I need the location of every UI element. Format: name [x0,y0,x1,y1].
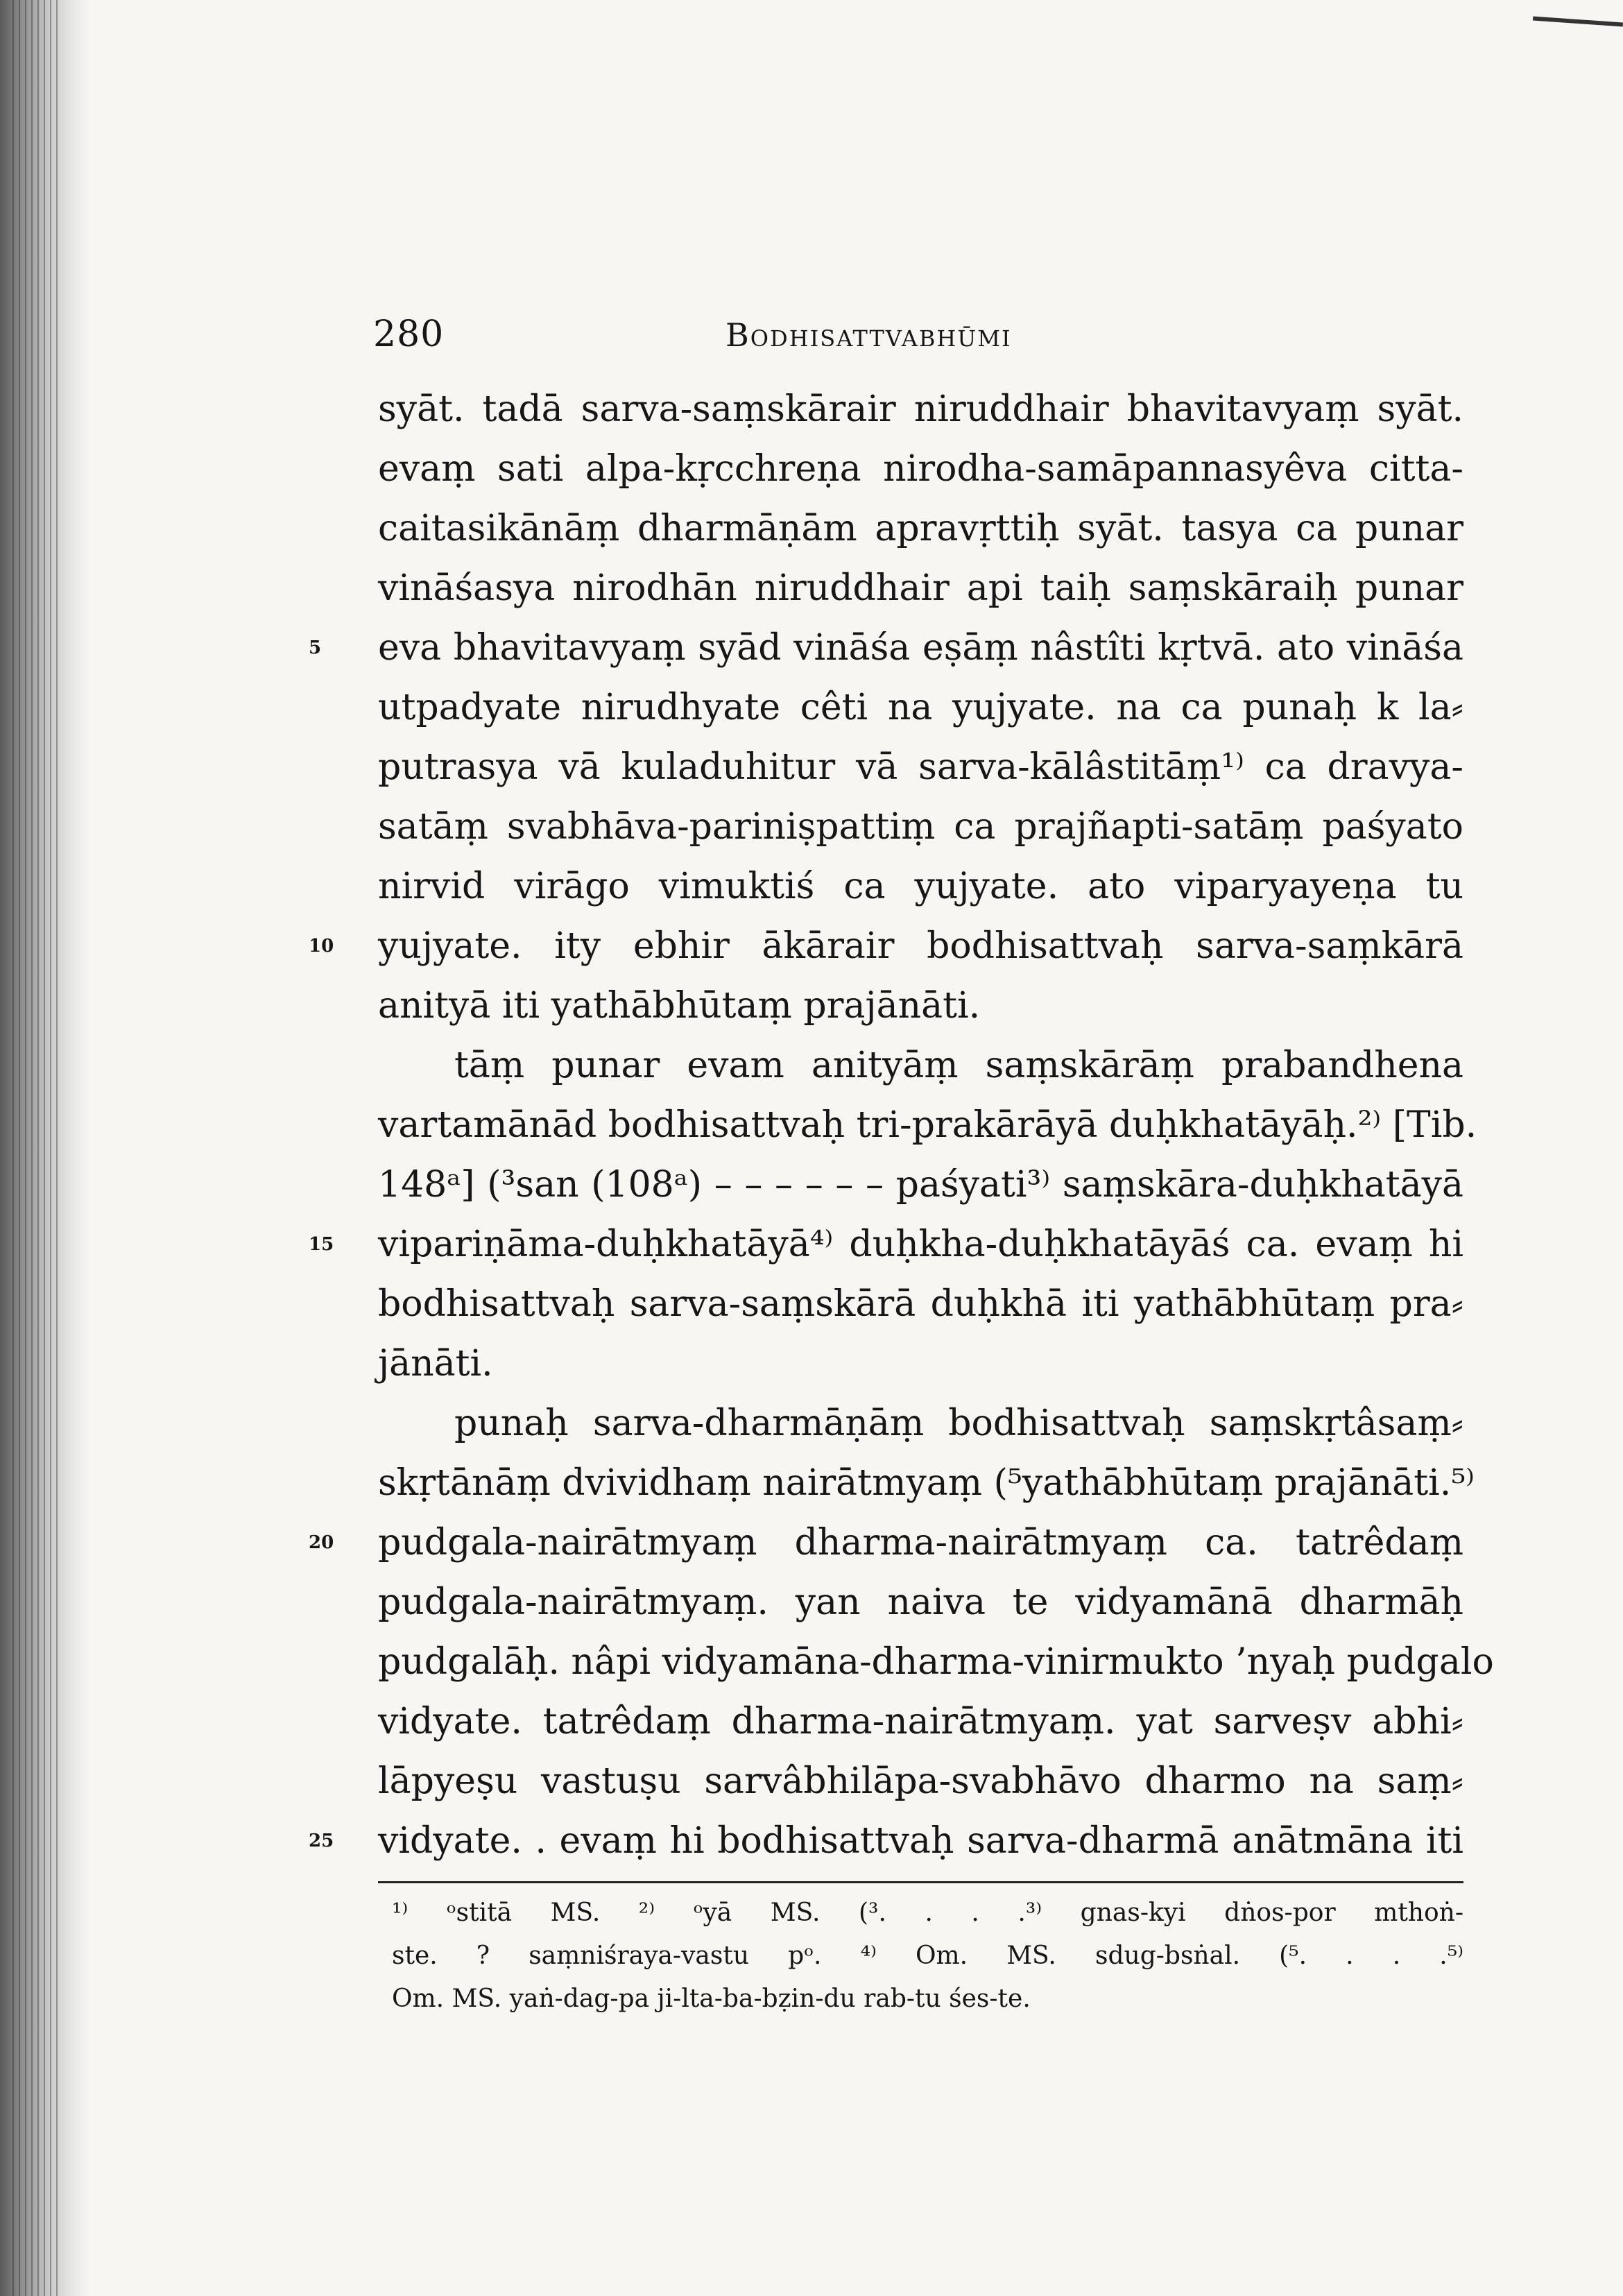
text-line: pudgala-nairātmyaṃ dharma-nairātmyaṃ ca. tatrêdaṃ [378,1522,1463,1563]
text-line: evaṃ sati alpa-kṛcchreṇa nirodha-samāpannasyêva citta- [378,448,1463,490]
text-line: satāṃ svabhāva-pariniṣpattiṃ ca prajñapti-satāṃ paśyato [378,806,1463,848]
text-line: pudgala-nairātmyaṃ. yan naiva te vidyamānā dharmāḥ [378,1582,1463,1623]
text-line: 148ᵃ] (³san (108ᵃ) – – – – – – paśyati³⁾ saṃskāra-duḥkhatāyā [378,1164,1463,1206]
page-number: 280 [373,314,445,355]
text-line: nirvid virāgo vimuktiś ca yujyate. ato viparyayeṇa tu [378,866,1463,907]
text-line: vidyate. tatrêdaṃ dharma-nairātmyaṃ. yat sarveṣv abhi⸗ [378,1701,1463,1742]
text-line: putrasya vā kuladuhitur vā sarva-kālâstitāṃ¹⁾ ca dravya- [378,746,1463,788]
text-line: syāt. tadā sarva-saṃskārair niruddhair bhavitavyaṃ syāt. [378,388,1463,430]
text-line: vipariṇāma-duḥkhatāyā⁴⁾ duḥkha-duḥkhatāyāś ca. evaṃ hi [378,1224,1463,1265]
text-line: caitasikānāṃ dharmāṇām apravṛttiḥ syāt. tasya ca punar [378,508,1463,549]
text-line: bodhisattvaḥ sarva-saṃskārā duḥkhā iti yathābhūtaṃ pra⸗ [378,1283,1463,1325]
text-line: utpadyate nirudhyate cêti na yujyate. na ca punaḥ k la⸗ [378,687,1463,728]
text-line: skṛtānāṃ dvividhaṃ nairātmyaṃ (⁵yathābhūtaṃ prajānāti.⁵⁾ [378,1462,1475,1504]
text-line: vidyate. . evaṃ hi bodhisattvaḥ sarva-dharmā anātmāna iti [378,1820,1463,1862]
footnote-line: ste. ? saṃniśraya-vastu pᵒ. ⁴⁾ Om. MS. sdug-bsṅal. (⁵. . . .⁵⁾ [392,1942,1463,1970]
line-number: 10 [309,936,334,957]
line-number: 5 [309,637,322,658]
text-line: lāpyeṣu vastuṣu sarvâbhilāpa-svabhāvo dharmo na saṃ⸗ [378,1760,1463,1802]
footnote-line: ¹⁾ ᵒstitā MS. ²⁾ ᵒyā MS. (³. . . .³⁾ gnas-kyi dṅos-por mthoṅ- [392,1899,1463,1927]
text-line: jānāti. [378,1343,493,1385]
text-line: eva bhavitavyaṃ syād vināśa eṣāṃ nâstîti kṛtvā. ato vināśa [378,627,1463,669]
text-line: tāṃ punar evam anityāṃ saṃskārāṃ prabandhena [454,1045,1463,1086]
running-title: Bodhisattvabhūmi [725,316,1012,354]
line-number: 20 [309,1532,334,1553]
line-number: 15 [309,1234,334,1255]
text-line: yujyate. ity ebhir ākārair bodhisattvaḥ sarva-saṃkārā [378,925,1463,967]
text-line: anityā iti yathābhūtaṃ prajānāti. [378,985,981,1027]
text-line: vartamānād bodhisattvaḥ tri-prakārāyā duḥkhatāyāḥ.²⁾ [Tib. [378,1104,1477,1146]
text-line: pudgalāḥ. nâpi vidyamāna-dharma-vinirmukto ’nyaḥ pudgalo [378,1641,1494,1683]
footnote-divider [378,1881,1463,1883]
text-line: vināśasya nirodhān niruddhair api taiḥ saṃskāraiḥ punar [378,567,1463,609]
line-number: 25 [309,1831,334,1851]
footnote-line: Om. MS. yaṅ-dag-pa ji-lta-ba-bẓin-du rab-tu śes-te. [392,1985,1031,2013]
text-line: punaḥ sarva-dharmāṇāṃ bodhisattvaḥ saṃskṛtâsaṃ⸗ [454,1403,1463,1444]
